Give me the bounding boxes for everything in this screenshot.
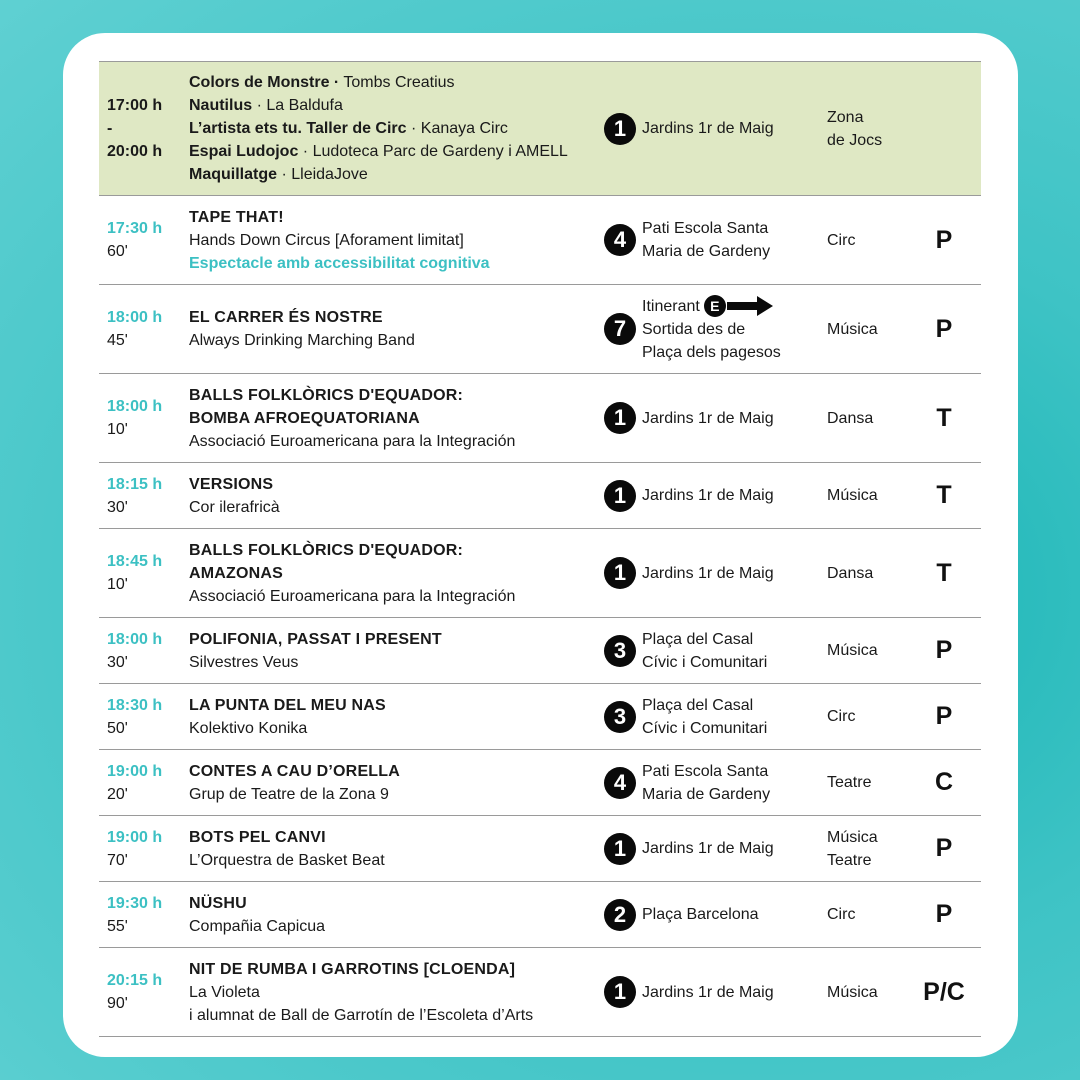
audience-code: C xyxy=(934,768,954,796)
event-title: NÜSHU xyxy=(189,894,247,912)
arrow-right-icon xyxy=(727,296,773,316)
start-time: 17:30 h xyxy=(107,220,163,237)
category: Circ xyxy=(827,708,856,725)
category: Circ xyxy=(827,231,856,249)
performer: Kolektivo Konika xyxy=(189,719,308,737)
table-row xyxy=(99,816,981,882)
audience-code: T xyxy=(936,403,952,432)
event-title: BALLS FOLKLÒRICS D'EQUADOR: xyxy=(189,541,464,559)
venue-name: Plaça Barcelona xyxy=(642,906,759,923)
table-row xyxy=(99,463,981,529)
venue-name: Pati Escola Santa xyxy=(642,220,769,237)
category: Música xyxy=(827,320,878,338)
venue-name: Plaça del Casal xyxy=(642,696,754,714)
event-title: BOTS PEL CANVI xyxy=(189,828,326,846)
performer: L’Orquestra de Basket Beat xyxy=(189,851,385,869)
table-row xyxy=(99,750,981,816)
time-dash: - xyxy=(107,120,113,137)
duration: 30' xyxy=(107,498,128,516)
venue-name: Sortida des de xyxy=(642,320,746,338)
venue-number-icon: 4 xyxy=(604,767,636,799)
venue-number-icon: 1 xyxy=(604,480,636,512)
category: Teatre xyxy=(827,774,872,791)
table-row xyxy=(99,285,981,374)
event-title: CONTES A CAU D’ORELLA xyxy=(189,762,401,780)
start-time: 18:45 h xyxy=(107,553,163,570)
performer: La Violeta xyxy=(189,983,260,1001)
performer: Associació Euroamericana para la Integración xyxy=(189,587,516,605)
performer: Always Drinking Marching Band xyxy=(189,332,415,349)
event-title: AMAZONAS xyxy=(189,564,284,582)
venue-name: Plaça del Casal xyxy=(642,630,754,648)
venue-name: Jardins 1r de Maig xyxy=(642,487,774,504)
category: Música xyxy=(827,983,878,1001)
venue-number-icon: 1 xyxy=(604,976,636,1008)
activity-line: Nautilus · La Baldufa xyxy=(189,97,343,114)
event-title: BOMBA AFROEQUATORIANA xyxy=(189,409,420,427)
performer: Associació Euroamericana para la Integración xyxy=(189,432,516,450)
audience-code: P xyxy=(935,314,953,343)
category: Música xyxy=(827,642,878,659)
performer: Hands Down Circus [Aforament limitat] xyxy=(189,231,464,249)
venue-name: Cívic i Comunitari xyxy=(642,719,768,737)
category: Zona xyxy=(827,108,864,126)
start-time: 19:30 h xyxy=(107,894,163,912)
start-time: 18:00 h xyxy=(107,630,163,648)
venue-name: Pati Escola Santa xyxy=(642,762,769,780)
e-badge-icon: E xyxy=(704,295,726,317)
start-time: 20:15 h xyxy=(107,972,163,989)
audience-code: T xyxy=(936,481,952,509)
venue-name: Cívic i Comunitari xyxy=(642,653,768,671)
venue-number-icon: 2 xyxy=(604,899,636,931)
category: de Jocs xyxy=(827,131,883,149)
venue-name: Jardins 1r de Maig xyxy=(642,983,774,1001)
start-time: 18:00 h xyxy=(107,398,163,415)
venue-number-icon: 4 xyxy=(604,224,636,256)
accessibility-note: Espectacle amb accessibilitat cognitiva xyxy=(189,254,490,272)
table-row xyxy=(99,62,981,196)
venue-name: Maria de Gardeny xyxy=(642,243,771,260)
table-row xyxy=(99,618,981,684)
duration: 45' xyxy=(107,332,128,349)
activity-line: Espai Ludojoc · Ludoteca Parc de Gardeny i AMELL xyxy=(189,143,568,160)
performer: i alumnat de Ball de Garrotín de l’Escoleta d’Arts xyxy=(189,1006,534,1024)
event-title: EL CARRER ÉS NOSTRE xyxy=(189,309,383,326)
category: Dansa xyxy=(827,409,874,427)
activity-line: Colors de Monstre · Tombs Creatius xyxy=(189,74,455,91)
venue-number-icon: 1 xyxy=(604,833,636,865)
venue-number-icon: 3 xyxy=(604,635,636,667)
category: Dansa xyxy=(827,564,874,582)
venue-name: Jardins 1r de Maig xyxy=(642,409,774,427)
event-title: LA PUNTA DEL MEU NAS xyxy=(189,696,386,714)
audience-code: P xyxy=(935,702,953,730)
performer: Compañia Capicua xyxy=(189,917,326,935)
venue-name: Jardins 1r de Maig xyxy=(642,120,774,137)
audience-code: P xyxy=(935,225,953,254)
performer: Cor ilerafricà xyxy=(189,498,280,516)
audience-code: P xyxy=(935,636,953,664)
activity-line: L’artista ets tu. Taller de Circ · Kanaya Circ xyxy=(189,120,508,137)
duration: 55' xyxy=(107,917,128,935)
category: Circ xyxy=(827,906,856,923)
venue-itinerant: Itinerant xyxy=(642,297,700,315)
category: Música xyxy=(827,828,878,846)
venue-name: Jardins 1r de Maig xyxy=(642,564,774,582)
table-row xyxy=(99,529,981,618)
venue-number-icon: 7 xyxy=(604,313,636,345)
duration: 10' xyxy=(107,421,128,438)
duration: 10' xyxy=(107,576,128,593)
duration: 60' xyxy=(107,243,128,260)
duration: 20' xyxy=(107,785,128,803)
activity-line: Maquillatge · LleidaJove xyxy=(189,166,368,183)
performer: Grup de Teatre de la Zona 9 xyxy=(189,785,389,803)
audience-code: P/C xyxy=(923,977,965,1006)
table-row xyxy=(99,882,981,948)
event-title: BALLS FOLKLÒRICS D'EQUADOR: xyxy=(189,386,464,404)
end-time: 20:00 h xyxy=(107,143,163,160)
venue-number-icon: 1 xyxy=(604,113,636,145)
start-time: 18:15 h xyxy=(107,475,163,493)
table-row xyxy=(99,374,981,463)
performer: Silvestres Veus xyxy=(189,653,299,671)
start-time: 17:00 h xyxy=(107,97,163,114)
duration: 30' xyxy=(107,653,128,671)
duration: 50' xyxy=(107,719,128,737)
event-title: VERSIONS xyxy=(189,475,274,493)
table-row xyxy=(99,196,981,285)
event-title: NIT DE RUMBA I GARROTINS [CLOENDA] xyxy=(189,960,516,978)
audience-code: P xyxy=(935,900,953,928)
category: Música xyxy=(827,487,878,504)
event-title: POLIFONIA, PASSAT I PRESENT xyxy=(189,630,442,648)
category: Teatre xyxy=(827,851,872,869)
start-time: 18:30 h xyxy=(107,696,163,714)
start-time: 19:00 h xyxy=(107,828,163,846)
venue-name: Jardins 1r de Maig xyxy=(642,840,774,857)
audience-code: P xyxy=(935,834,953,862)
table-row xyxy=(99,684,981,750)
venue-number-icon: 1 xyxy=(604,557,636,589)
audience-code: T xyxy=(936,558,952,587)
schedule-table xyxy=(99,61,981,1037)
venue-number-icon: 1 xyxy=(604,402,636,434)
venue-number-icon: 3 xyxy=(604,701,636,733)
venue-name: Plaça dels pagesos xyxy=(642,343,781,361)
event-title: TAPE THAT! xyxy=(189,208,284,226)
start-time: 19:00 h xyxy=(107,762,163,780)
start-time: 18:00 h xyxy=(107,309,163,326)
duration: 90' xyxy=(107,995,128,1012)
duration: 70' xyxy=(107,851,128,869)
table-row xyxy=(99,948,981,1037)
venue-name: Maria de Gardeny xyxy=(642,785,771,803)
